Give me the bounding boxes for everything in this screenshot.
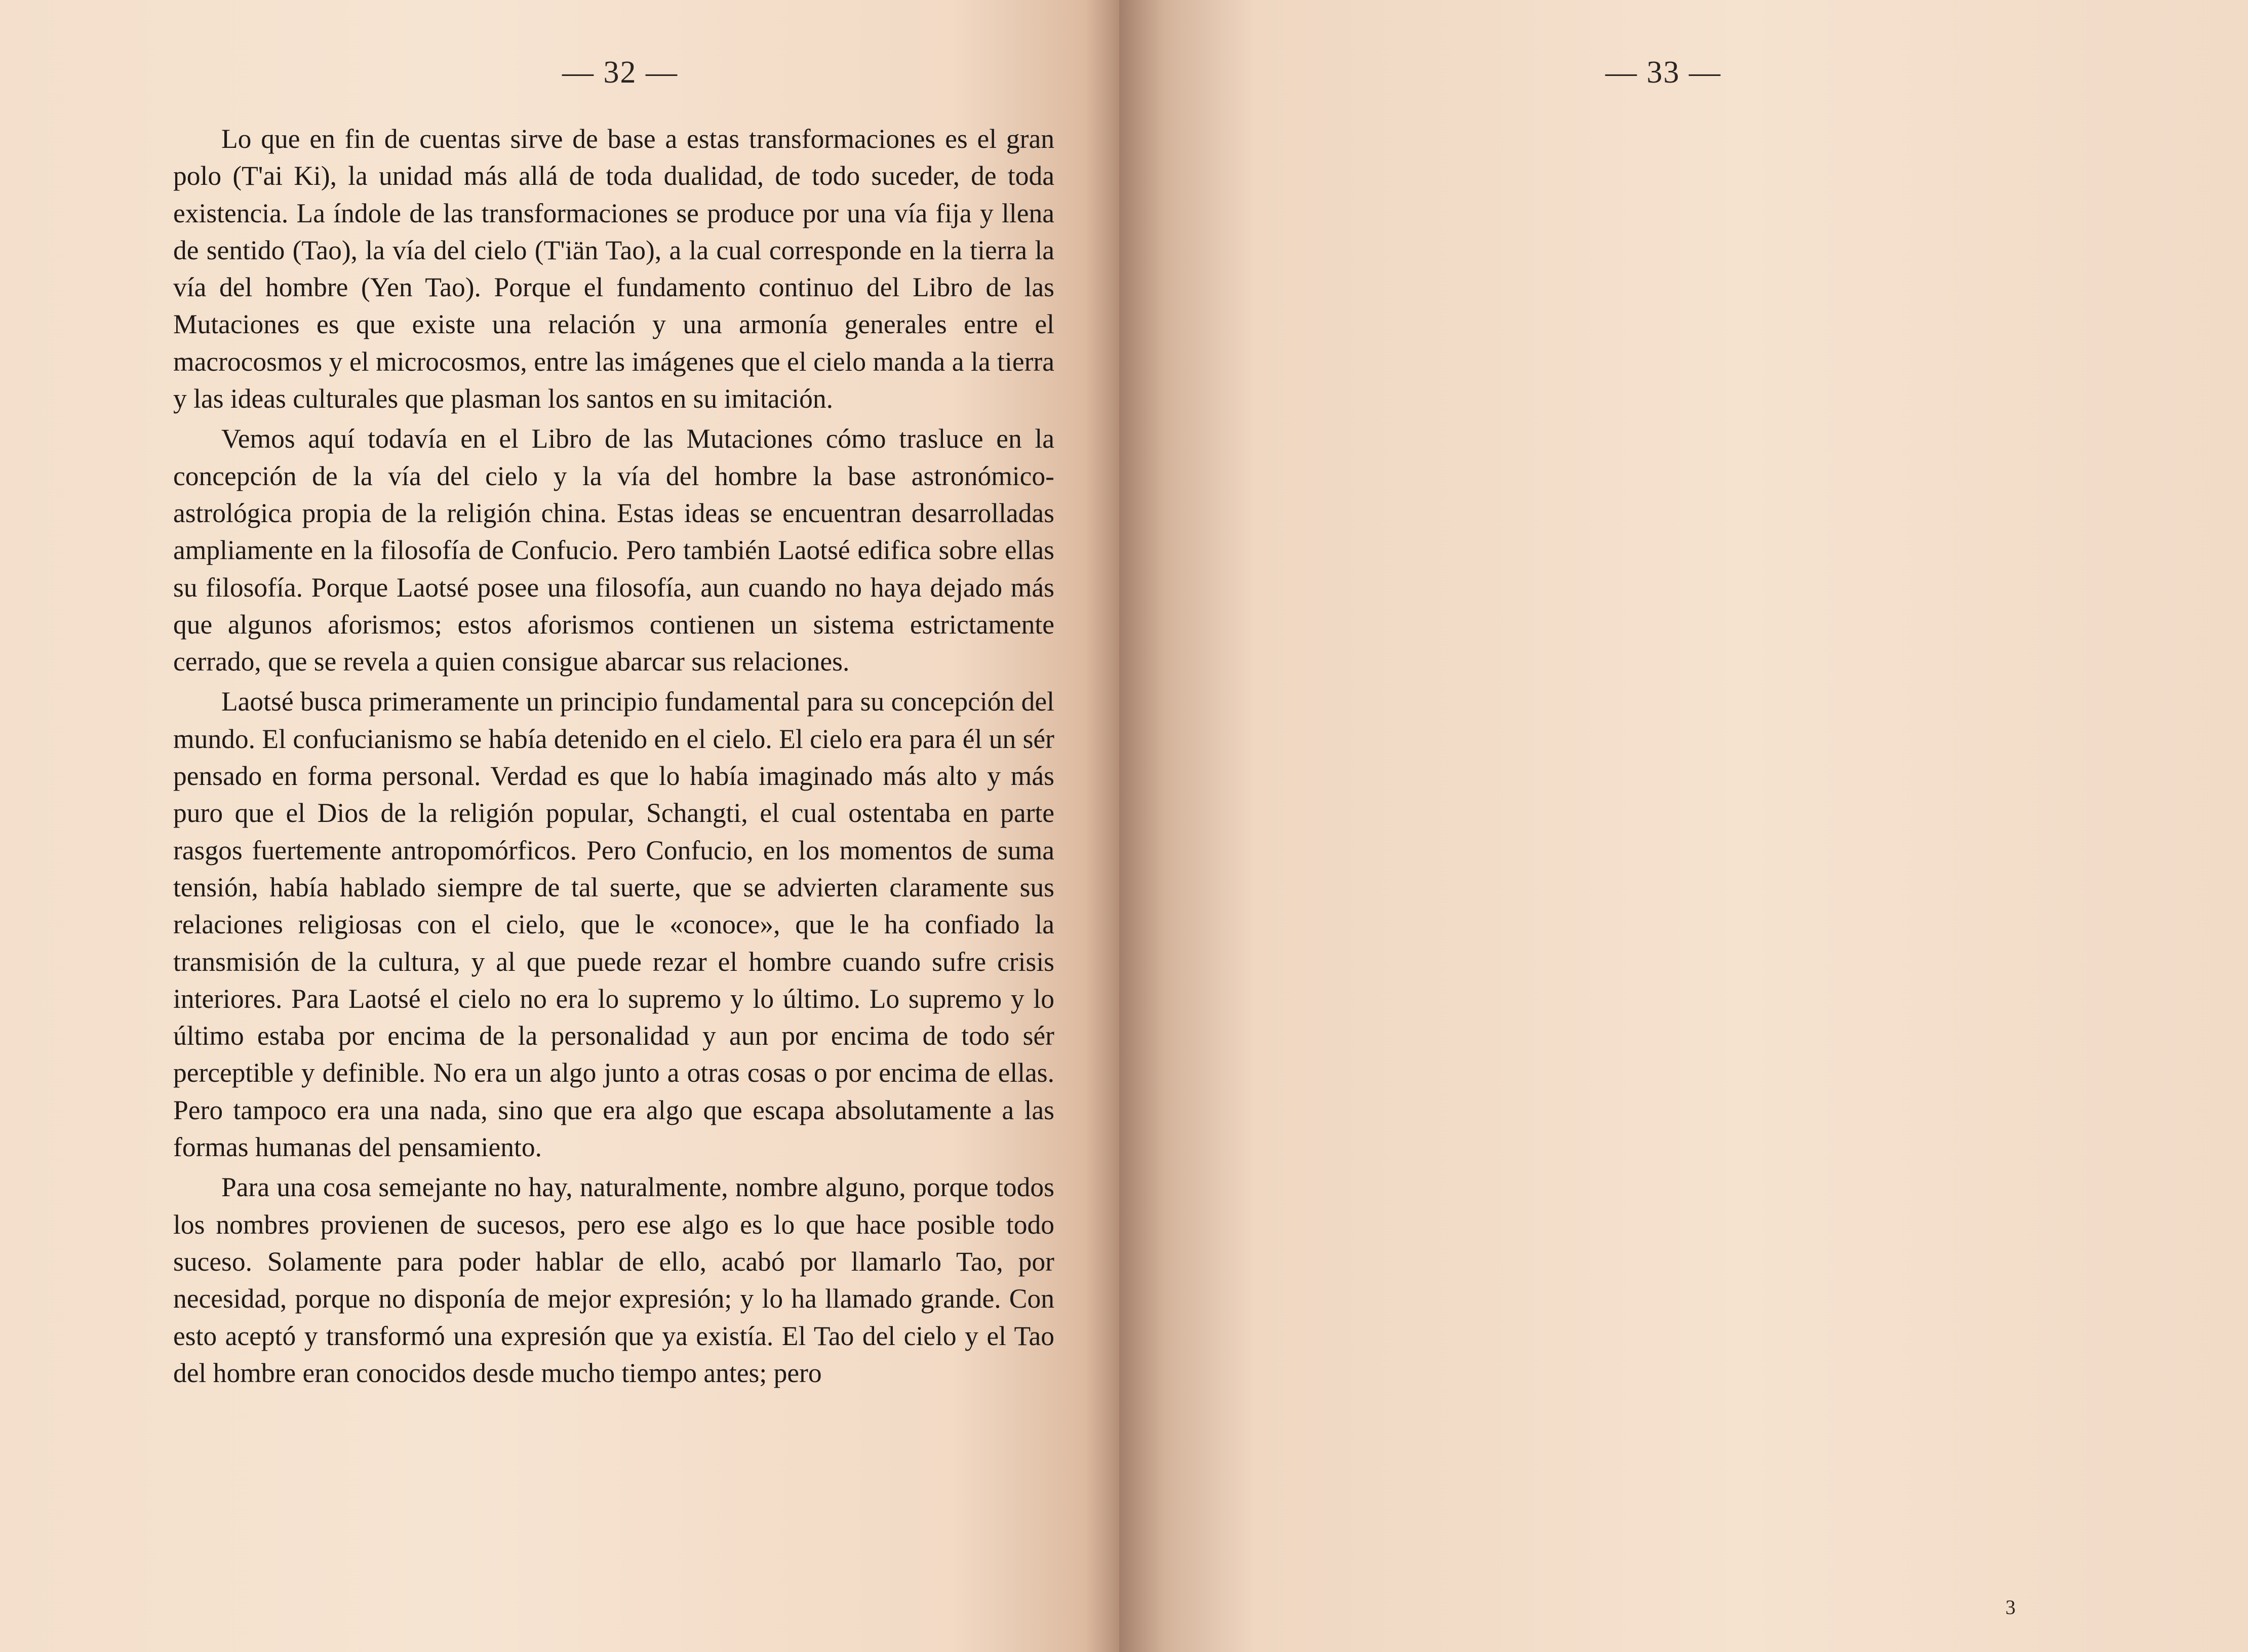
left-page	[0, 0, 1119, 1652]
page-number-left: — 32 —	[562, 55, 678, 90]
left-page-text	[173, 121, 1054, 1392]
signature-mark: 3	[2005, 1596, 2016, 1619]
paragraph: Vemos aquí todavía en el Libro de las Mutaciones cómo trasluce en la concepción de la vía del cielo y la vía del hombre la base astronómico-astrológica propia de la religión china. Estas ideas se encuentran desarrolladas ampliamente en la filosofía de Confucio. Pero también Laotsé edifica sobre ellas su filosofía. Porque Laotsé posee una filosofía, aun cuando no haya dejado más que algunos aforismos; estos aforismos contienen un sistema estrictamente cerrado, que se revela a quien consigue abarcar sus relaciones.	[173, 423, 1054, 677]
paragraph: Para una cosa semejante no hay, naturalmente, nombre alguno, porque todos los nombres provienen de sucesos, pero ese algo es lo que hace posible todo suceso. Solamente para poder hablar de ello, acabó por llamarlo Tao, por necesidad, porque no disponía de mejor expresión; y lo ha llamado grande. Con esto aceptó y transformó una expresión que ya existía. El Tao del cielo y el Tao del hombre eran conocidos desde mucho tiempo antes; pero	[173, 1172, 1054, 1388]
page-number-right: — 33 —	[1605, 55, 1721, 90]
paragraph: Lo que en fin de cuentas sirve de base a estas transformaciones es el gran polo (T'ai Ki), la unidad más allá de toda dualidad, de todo suceder, de toda existencia. La índole de las transformaciones se produce por una vía fija y llena de sentido (Tao), la vía del cielo (T'iän Tao), a la cual corresponde en la tierra la vía del hombre (Yen Tao). Porque el fundamento continuo del Libro de las Mutaciones es que existe una relación y una armonía generales entre el macrocosmos y el microcosmos, entre las imágenes que el cielo manda a la tierra y las ideas culturales que plasman los santos en su imitación.	[173, 124, 1054, 414]
paragraph: Laotsé busca primeramente un principio fundamental para su concepción del mundo. El confucianismo se había detenido en el cielo. El cielo era para él un sér pensado en forma personal. Verdad es que lo había imaginado más alto y más puro que el Dios de la religión popular, Schangti, el cual ostentaba en parte rasgos fuertemente antropomórficos. Pero Confucio, en los momentos de suma tensión, había hablado siempre de tal suerte, que se advierten claramente sus relaciones religiosas con el cielo, que le «conoce», que le ha confiado la transmisión de la cultura, y al que puede rezar el hombre cuando sufre crisis interiores. Para Laotsé el cielo no era lo supremo y lo último. Lo supremo y lo último estaba por encima de la personalidad y aun por encima de todo sér perceptible y definible. No era un algo junto a otras cosas o por encima de ellas. Pero tampoco era una nada, sino que era algo que escapa absolutamente a las formas humanas del pensamiento.	[173, 686, 1054, 1163]
right-page	[1119, 0, 2248, 1652]
